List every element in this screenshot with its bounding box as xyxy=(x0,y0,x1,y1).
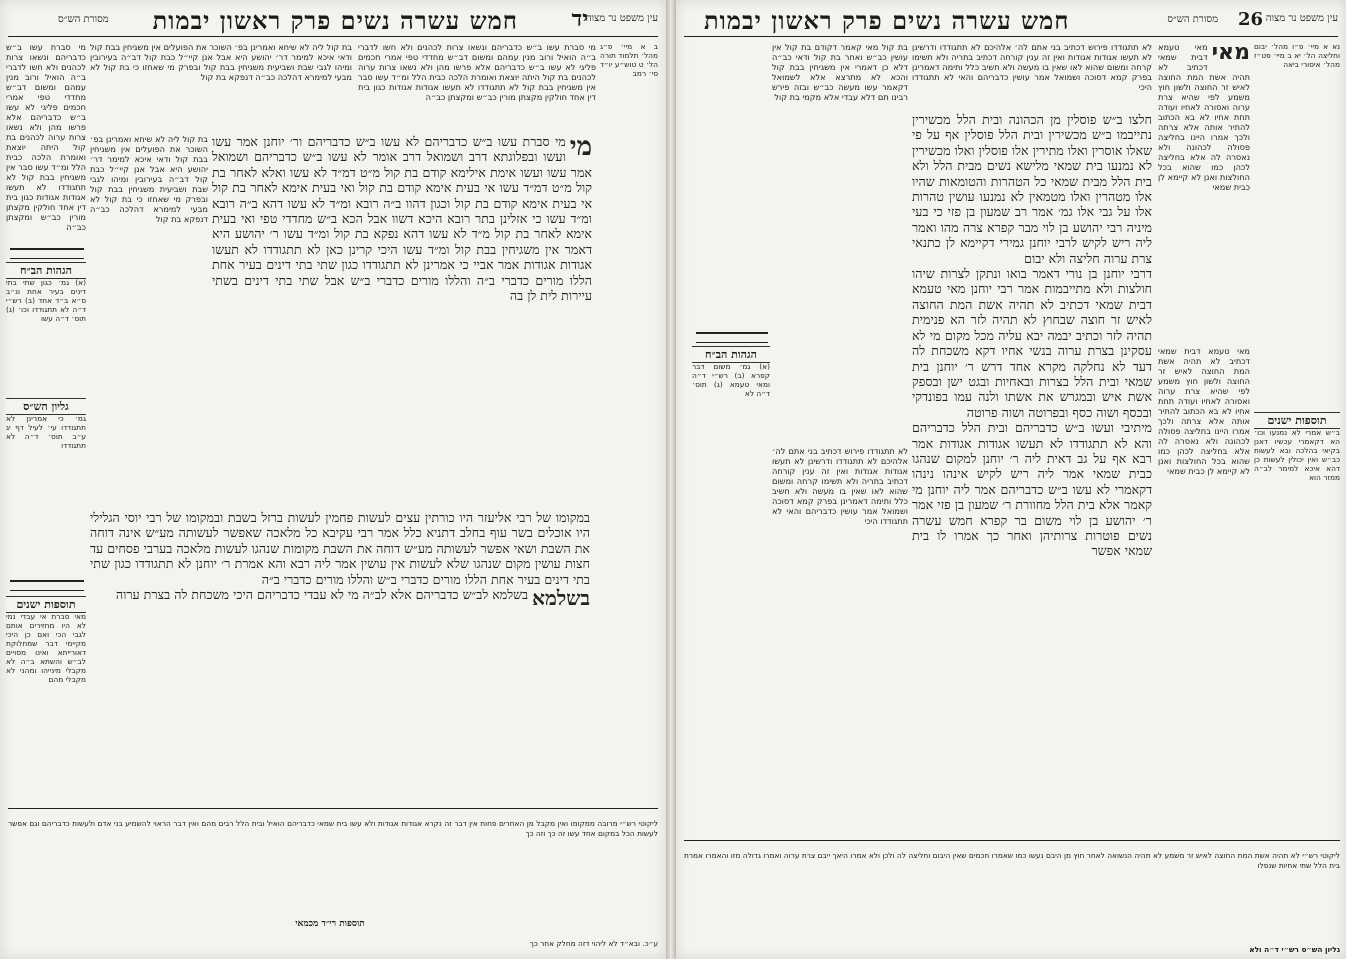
opening-word: מאי xyxy=(1211,42,1250,65)
folio-number: יד xyxy=(571,6,588,32)
rashi-column-lower xyxy=(1158,346,1250,832)
tosafot-column-left-lower xyxy=(772,446,908,832)
gilyon-notes xyxy=(6,414,86,574)
tosafot-yeshanim-text: ב״ש אמרי לא נמנעו וכו׳ הא דקאמרי עכשיו דאנן בקיאי בהלכה ובא לעשות כב״ש ואין יכולין לעשות כן דהא איכא למימר לב״ה ממזר הוא xyxy=(1254,428,1340,482)
tosafot-column-top xyxy=(90,42,352,130)
gemara-text: חלצו ב״ש פוסלין מן הכהונה ובית הלל מכשירין נתייבמו ב״ש מכשירין ובית הלל פוסלין אף על פי שאלו אוסרין ואלו מתירין אלו פוסלין ואלו מכשירין לא נמנעו בית שמאי מלישא נשים מבית הלל ולא בית הלל מבית שמאי כל הטהרות והטומאות שהיו אלו מטהרין ואלו מטמאין לא נמנעו עושין טהרות אלו על גבי אלו גמ׳ אמר רב שמעון בן פזי כי בעי מיניה רבי יהושע בן לוי מבר קפרא צרה מהו ואמר ליה ריש לקיש לרבי יוחנן גמירי דקיימא לן כתנאי צרת ערוה חליצה ולא יבום xyxy=(912,112,1152,266)
right-margin-notes xyxy=(6,42,86,242)
footer-notes xyxy=(684,844,1340,934)
ein-mishpat-text: ב א מיי׳ פ״ג מהל׳ תלמוד תורה הל׳ ט טוש״ע יו״ד סי׳ רמב xyxy=(600,42,658,78)
page-header xyxy=(684,6,1338,37)
tosafot-text: לא תתגודדו פירוש דכתיב בני אתם לה׳ אלהיכם לא תתגודדו ודרשינן לא תעשו אגודות אגודות ואין זה ענין קורחה דכתיב בתריה ולא תשימו קרחה ומשום שהוא לאו שאין בו מעשה ולא חשיב כלל ותימה דאמרינן בפרק קמא דסוכה ושמואל אמר עושין כדבריהם והאי לא תתגודדו היכי xyxy=(912,42,1152,92)
footer-rule xyxy=(8,808,658,809)
footer-note-text: ע״כ. ובא״ד לא ליהוי דזה מחלק אחר כך xyxy=(529,939,658,949)
section-tosafot-yeshanim: תוספות ישנים xyxy=(1254,412,1340,429)
book-gutter xyxy=(666,0,676,959)
footer-note xyxy=(684,938,1340,954)
tosafot-column-side xyxy=(90,134,208,504)
footer-note-text: גליון הש״ס רש״י ד״ה ולא xyxy=(1249,945,1340,954)
gemara-block-lower xyxy=(90,510,590,800)
gemara-text-2: במקומו של רבי אליעזר היו כורתין עצים לעשות פחמין לעשות ברזל בשבת ובמקומו של רבי יוסי הגלילי היו אוכלים בשר עוף בחלב דתניא כלל אמר רבי עקיבא כל מלאכה שאפשר לעשותה מע״ש אינה דוחה את השבת ושאי אפשר לעשותה מע״ש דוחה את השבת מקומות שנהגו לעשות מלאכה בערבי פסחים עד חצות עושין מקום שנהגו שלא לעשות אין עושין אמר ליה רבא והא אמרת ר׳ יוחנן לא תתגודדו כגון שתי בתי דינים בעיר אחת הללו מורים כדברי ב״ש והללו מורים כדברי ב״ה xyxy=(90,510,590,587)
footer-text: ליקוטי רש״י מרובה ממקומו ואין מקבל מן האחרים פחות אין דבר זה נקרא אגודות אגודות ולא עשו בית שמאי כדבריהם הואיל ובית הלל רבים מהם ואין דבר הראוי להשמיע בני אדם ולעשות כדבריהם וגם אפשר לעשות הכל במקום אחד עשו זה כך וזה כך xyxy=(8,819,658,838)
masoret-label: מסורת הש״ס xyxy=(1167,14,1218,25)
section-hagahot: הגהות הב״ח xyxy=(6,262,86,279)
gilyon-text: גמ׳ כי אמרינן לא תתגודדו עי׳ לעיל דף יג ע״ב תוס׳ ד״ה לא תתגודדו xyxy=(6,414,86,450)
rashi-column xyxy=(1158,42,1250,342)
gemara-block xyxy=(912,112,1152,832)
tosafot-yeshanim-text: מאי סברת אי עבדי נמי לא היו מחזירים אותם לגבי הכי ואם כן היכי מקיימי דבר שמחלוקת דאורייתא ואינו מסויים לב״ש והשתא ב״ה לא מקבלי מינייהו ומהני לא מקבלי מהם xyxy=(6,612,86,684)
section-hagahot: הגהות הב״ח xyxy=(692,346,770,363)
opening-word: מי xyxy=(569,134,592,162)
section-tosafot-yeshanim: תוספות ישנים xyxy=(6,596,86,613)
rashi-text: מי סברת עשו ב״ש כדבריהם ונשאו צרות לכהנים ולא חשו לדברי ב״ה הואיל ורוב מנין עמהם ומשום דב״ש מחדדי טפי אמרי חכמים פליגי לא עשו ב״ש כדבריהם אלא פרשו מהן ולא נשאו צרות ערוה לכהנים בת קול היתה יוצאת ואומרת הלכה כבית הלל ומ״ד עשו סבר אין משגיחין בבת קול לא תתגודדו לא תעשו אגודות אגודות כגון בית דין אחד חולקין מקצתן מורין כב״ש ומקצתן כב״ה xyxy=(358,42,596,102)
tosafot-yeshanim-notes xyxy=(6,612,86,802)
ein-mishpat-text: נא א מיי׳ פ״ו מהל׳ יבום וחליצה הל׳ יא ב מיי׳ פט״ז מהל׳ איסורי ביאה xyxy=(1254,42,1340,69)
masoret-label: מסורת הש״ס xyxy=(58,14,109,25)
gemara-block xyxy=(212,134,592,504)
page-header xyxy=(8,6,658,37)
hagahot-notes xyxy=(6,278,86,388)
right-page xyxy=(676,0,1346,959)
hagahot-notes xyxy=(692,362,770,442)
page-title: חמש עשרה נשים פרק ראשון יבמות xyxy=(152,6,518,35)
left-page xyxy=(0,0,666,959)
hagahot-text: (א) גמ׳ כגון שתי בתי דינים בעיר אחת ונ״ב ס״א ב״ד אחד (ב) רש״י ד״ה לא תתגודדו וכו׳ (ג) תוס׳ ד״ה עשו xyxy=(6,278,86,323)
closing-word: בשלמא xyxy=(532,586,590,611)
page-number: 26 xyxy=(1237,9,1263,30)
tosafot-text-lower: לא תתגודדו פירוש דכתיב בני אתם לה׳ אלהיכם לא תתגודדו ודרשינן לא תעשו אגודות אגודות ואין זה ענין קורחה דכתיב בתריה ולא תשימו קרחה ומשום שהוא לאו שאין בו מעשה ולא חשיב כלל ותימה דאמרינן בפרק קמא דסוכה ושמואל אמר עושין כדבריהם והאי לא תתגודדו היכי xyxy=(772,446,908,526)
gemara-text-3: מיתיבי ועשו ב״ש כדבריהם ובית הלל כדבריהם והא לא תתגודדו לא תעשו אגודות אגודות אמר רבא אף על גב דאית ליה ר׳ יוחנן למקום שנהגו כבית שמאי אמר ליה ריש לקיש אינהו נינהו דקאמרי לא עשו ב״ש כדבריהם אמר ליה יוחנן מי קאמר אלא בית הלל מחוורת ר׳ שמעון בן פזי אמר ר׳ יהושע בן לוי משום בר קפרא חמש עשרה נשים פוטרות צרותיהן ואחר כך אמרו לו בית שמאי אפשר xyxy=(912,420,1152,559)
footer-note xyxy=(8,932,658,952)
rashi-text-lower: מאי טעמא דבית שמאי דכתיב לא תהיה אשת המת החוצה לאיש זר החוצה ולשון חוץ משמע לפי שהיא צרת ערוה ואסורה לאחיו ועודה תחת אחיו לא בא הכתוב להתיר אותה אלא צרתה ולכך אמרו היינו בחליצה פסולה לכהונה ולא נאסרה לה אלא בחליצה לכהן כמו שהוא בכל החולצות ואנן לא קיימא לן כבית שמאי xyxy=(1158,346,1250,476)
tosafot-text-2: בת קול מאי קאמר דקודם בת קול אין עושין כב״ש ואחר בת קול ודאי כב״ה דלא כן דאמרי אין משגיחין בבת קול והכא לא מתרצא אלא לשמואל דקאמר עשו מעשה כב״ש ובזה פירש רבינו תם דלא עבדי אלא מקמי בת קול xyxy=(772,42,908,102)
tosafot-column-left xyxy=(772,42,908,442)
ornament-divider xyxy=(696,332,768,343)
tosafot-side-text: בת קול ליה לא שיחא ואמרינן בפ׳ השוכר את הפועלים אין משגיחין בבת קול ודאי איכא למימר דר׳ יהושע היא אבל אנן קיי״ל כבת קול דב״ה בעירובין ומיהו לגבי שבת ושביעית משגיחין בבת קול ובפרק מי שאחזו כי בת קול לא מבעי למימרא דהלכה כב״ה דנפקא בת קול xyxy=(90,134,208,224)
hagahot-text: (א) גמ׳ משום דבר קפרא (ב) רש״י ד״ה ומאי טעמא (ג) תוס׳ ד״ה לא xyxy=(692,362,770,398)
footer-caption: תוספות רי״ד מכמאי xyxy=(295,919,365,929)
ornament-divider-2 xyxy=(10,580,84,591)
tosafot-text: בת קול ליה לא שיחא ואמרינן בפ׳ השוכר את הפועלים אין משגיחין בבת קול ודאי איכא למימר דר׳ יהושע היא אבל אנן קיי״ל כבת קול דב״ה בעירובין ומיהו לגבי שבת ושביעית משגיחין בבת קול ובפרק מי שאחזו כי בת קול לא מבעי למימרא דהלכה כב״ה דנפקא בת קול xyxy=(90,42,352,82)
rashi-text: מאי טעמא דבית שמאי דכתיב לא תהיה אשת המת החוצה לאיש זר החוצה ולשון חוץ משמע לפי שהיא צרת ערוה ואסורה לאחיו ועודה תחת אחיו לא בא הכתוב להתיר אותה אלא צרתה ולכך אמרו היינו בחליצה פסולה לכהונה ולא נאסרה לה אלא בחליצה לכהן כמו שהוא בכל החולצות ואנן לא קיימא לן כבית שמאי xyxy=(1158,42,1250,192)
ein-mishpat-label: עין משפט נר מצוה xyxy=(585,13,658,24)
ein-mishpat-column xyxy=(600,42,658,222)
ein-mishpat-column xyxy=(1254,42,1340,242)
page-title: חמש עשרה נשים פרק ראשון יבמות xyxy=(704,6,1070,35)
section-gilyon: גליון הש״ס xyxy=(6,398,86,415)
gemara-text-2: דרבי יוחנן בן נורי דאמר בואו ונתקן לצרות שיהו חולצות ולא מתייבמות אמר רבי יוחנן מאי טעמא דבית שמאי דכתיב לא תהיה אשת המת החוצה לאיש זר חוצה שבחוץ לא תהיה לזר הא פנימית תהיה לזר וכתיב יבמה יבא עליה מכל מקום מי לא עסקינן בצרת ערוה בנשי אחיו דקא משכחת לה דעד לא נחלקה מקרא אחד דרש ר׳ יוחנן בית שמאי ובית הלל בצרות ובאחיות ובגט ישן ובספק אשת איש ובמגרש את אשתו ולנה עמו בפונדקי ובכסף ושוה כסף ובפרוטה ושוה פרוטה xyxy=(912,266,1152,420)
tosafot-yeshanim-notes xyxy=(1254,428,1340,832)
margin-notes-text: מי סברת עשו ב״ש כדבריהם ונשאו צרות לכהנים ולא חשו לדברי ב״ה הואיל ורוב מנין עמהם ומשום דב״ש מחדדי טפי אמרי חכמים פליגי לא עשו ב״ש כדבריהם אלא פרשו מהן ולא נשאו צרות ערוה לכהנים בת קול היתה יוצאת ואומרת הלכה כבית הלל ומ״ד עשו סבר אין משגיחין בבת קול לא תתגודדו לא תעשו אגודות אגודות כגון בית דין אחד חולקין מקצתן מורין כב״ש ומקצתן כב״ה xyxy=(6,42,86,232)
ornament-divider xyxy=(10,248,84,259)
footer-text: ליקוטי רש״י לא תהיה אשת המת החוצה לאיש זר משמע לא תהיה הנשואה לאחר חוץ מן היבם נעשו כמו שאמרו חכמים שאין היבום וחליצה לה ולכן ולא אמרו היאך ייבם צרת ערוה ואמרו גדולה מזו והאמרו אמרת בית הלל שתי אחיות שנפלו xyxy=(684,851,1340,870)
footer-rule xyxy=(684,840,1340,841)
closing-text: בשלמא לב״ש כדבריהם אלא לב״ה מי לא עבדי כדבריהם היכי משכחת לה בצרת ערוה xyxy=(115,587,529,603)
gemara-text: מי סברת עשו ב״ש כדבריהם לא עשו ב״ש כדבריהם ור׳ יוחנן אמר עשו ועשו ובפלוגתא דרב ושמואל דרב אומר לא עשו ב״ש כדבריהם ושמואל אמר עשו ועשו אימת אילימא קודם בת קול מ״ט דמ״ד לא עשו ואלא לאחר בת קול מ״ט דמ״ד עשו אי בעית אימא קודם בת קול ואי בעית אימא לאחר בת קול אי בעית אימא קודם בת קול וכגון דהוו ב״ה רובא ומ״ד לא עשו דהא ב״ה רובא ומ״ד עשו כי אזלינן בתר רובא היכא דשוו אבל הכא ב״ש מחדדי טפי ואי בעית אימא לאחר בת קול מ״ד לא עשו דהא נפקא בת קול ומ״ד עשו ר׳ יהושע היא דאמר אין משגיחין בבת קול ומ״ד עשו היכי קרינן כאן לא תתגודדו לא תעשו אגודות אגודות אמר אביי כי אמרינן לא תתגודדו כגון שתי בתי דינים בעיר אחת הללו מורים כדברי ב״ה והללו מורים כדברי ב״ש אבל שתי בתי דינים בשתי עיירות לית לן בה xyxy=(212,134,592,304)
footer-notes xyxy=(8,812,658,916)
tosafot-column-top xyxy=(912,42,1152,108)
rashi-column-top xyxy=(358,42,596,130)
ein-mishpat-label: עין משפט נר מצוה xyxy=(1265,13,1338,24)
